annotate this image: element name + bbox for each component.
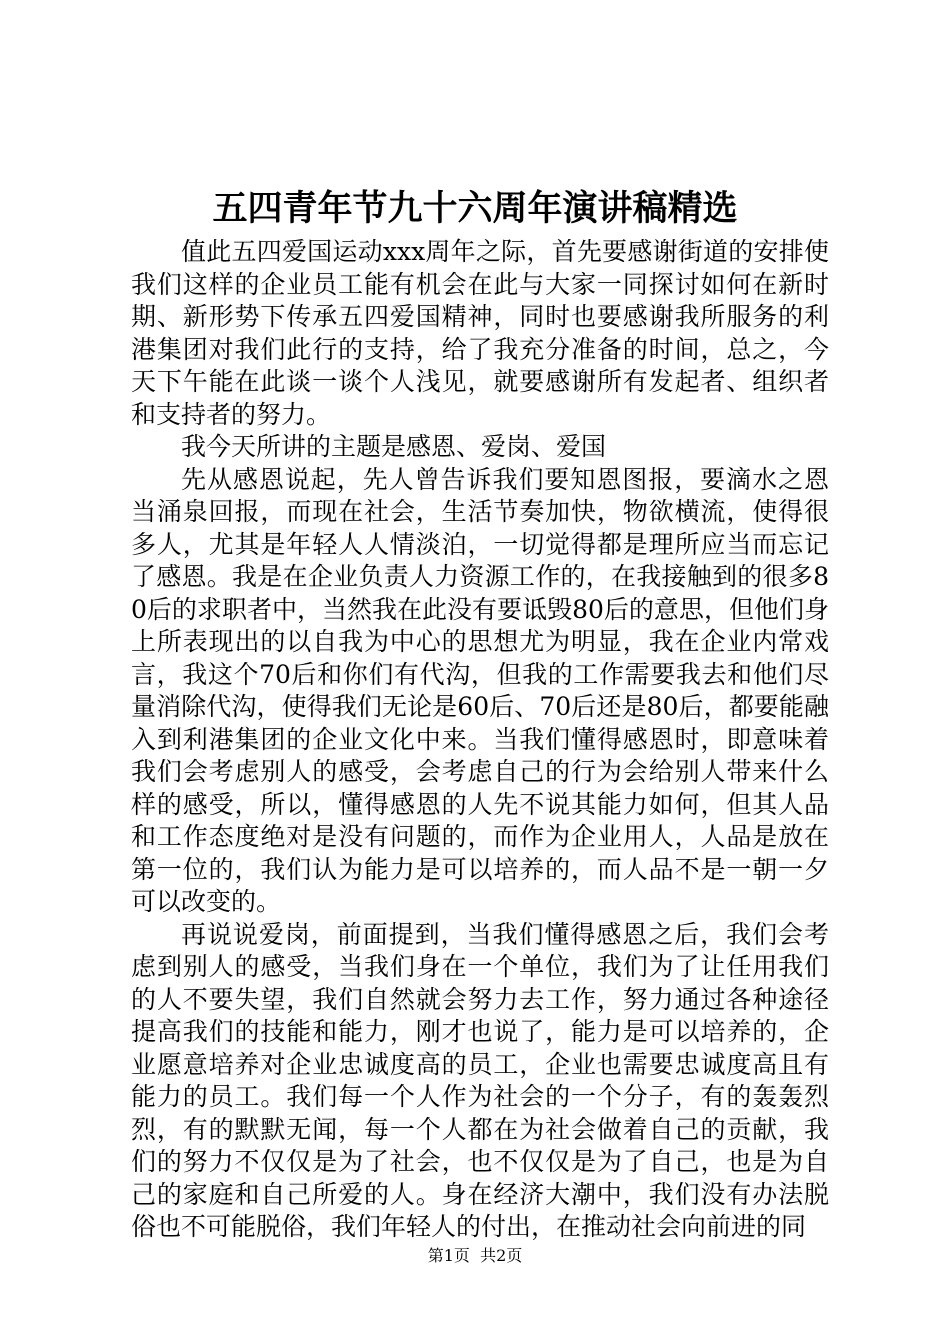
page-title: 五四青年节九十六周年演讲稿精选: [212, 188, 738, 229]
document-body: [131, 236, 829, 1244]
paragraph-gratitude: 先从感恩说起，先人曾告诉我们要知恩图报，要滴水之恩当涌泉回报，而现在社会，生活节奏加快，物欲横流，使得很多人，尤其是年轻人人情淡泊，一切觉得都是理所应当而忘记了感恩。我是在企业负责人力资源工作的，在我接触到的很多80后的求职者中，当然我在此没有要诋毁80后的意思，但他们身上所表现出的以自我为中心的思想尤为明显，我在企业内常戏言，我这个70后和你们有代沟，但我的工作需要我去和他们尽量消除代沟，使得我们无论是60后、70后还是80后，都要能融入到利港集团的企业文化中来。当我们懂得感恩时，即意味着我们会考虑别人的感受，会考虑自己的行为会给别人带来什么样的感受，所以，懂得感恩的人先不说其能力如何，但其人品和工作态度绝对是没有问题的，而作为企业用人，人品是放在第一位的，我们认为能力是可以培养的，而人品不是一朝一夕可以改变的。: [131, 464, 829, 916]
page-footer: [0, 1245, 950, 1267]
footer-separator: [470, 1246, 480, 1265]
paragraph-intro: 值此五四爱国运动xxx周年之际，首先要感谢街道的安排使我们这样的企业员工能有机会在此与大家一同探讨如何在新时期、新形势下传承五四爱国精神，同时也要感谢我所服务的利港集团对我们此行的支持，给了我充分准备的时间，总之，今天下午能在此谈一谈个人浅见，就要感谢所有发起者、组织者和支持者的努力。: [131, 237, 829, 429]
page-number: 第1页: [427, 1246, 470, 1265]
page-total: 共2页: [480, 1246, 523, 1265]
paragraph-love-job: 再说说爱岗，前面提到，当我们懂得感恩之后，我们会考虑到别人的感受，当我们身在一个单位，我们为了让任用我们的人不要失望，我们自然就会努力去工作，努力通过各种途径提高我们的技能和能力，刚才也说了，能力是可以培养的，企业愿意培养对企业忠诚度高的员工，企业也需要忠诚度高且有能力的员工。我们每一个人作为社会的一个分子，有的轰轰烈烈，有的默默无闻，每一个人都在为社会做着自己的贡献，我们的努力不仅仅是为了社会，也不仅仅是为了自己，也是为自己的家庭和自己所爱的人。身在经济大潮中，我们没有办法脱俗也不可能脱俗，我们年轻人的付出，在推动社会向前进的同: [131, 919, 829, 1241]
paragraph-theme: 我今天所讲的主题是感恩、爱岗、爱国: [181, 432, 607, 461]
